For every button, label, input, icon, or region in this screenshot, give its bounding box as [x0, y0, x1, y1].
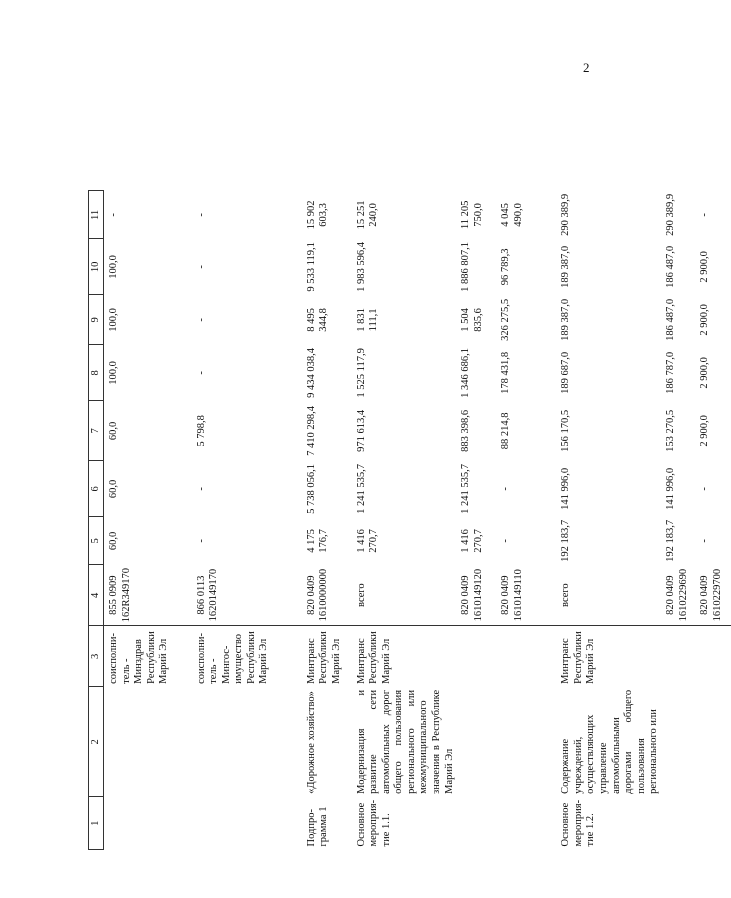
cell-status — [663, 797, 697, 850]
cell-value: - — [195, 318, 207, 322]
cell-value: 141 996,0 — [560, 467, 572, 510]
cell-value: - — [195, 265, 207, 269]
cell-value: - — [699, 539, 710, 543]
col-header: 7 — [89, 401, 104, 461]
cell-status — [458, 797, 498, 850]
cell-name: Модернизация и развитие сети автомобильных дорог общего пользования регионального или межмуниципального значения в Республике Марий Эл — [355, 689, 455, 794]
cell-value: - — [195, 539, 207, 543]
cell-value: 100,0 — [108, 255, 119, 279]
cell-value: 156 170,5 — [560, 409, 572, 452]
col-header: 2 — [89, 687, 104, 797]
cell-value: 1 241 535,7 — [460, 463, 472, 514]
cell-value: 100,0 — [108, 361, 119, 385]
cell-value: 2 900,0 — [699, 357, 710, 389]
table-row — [558, 191, 663, 850]
cell-value: 153 270,5 — [665, 409, 676, 452]
cell-value: 326 275,5 — [500, 298, 512, 341]
cell-executor — [458, 626, 498, 687]
cell-value: 971 613,4 — [355, 409, 367, 452]
table-row — [194, 191, 304, 850]
col-header: 6 — [89, 461, 104, 517]
cell-status — [104, 797, 194, 850]
cell-status: Основное мероприя- тие 1.1. — [355, 799, 392, 847]
cell-value: 1 416 270,7 — [355, 529, 380, 553]
cell-status — [498, 797, 558, 850]
page-number: 2 — [583, 60, 590, 75]
cell-value: 1 831 111,1 — [355, 308, 380, 332]
cell-value: - — [195, 213, 207, 217]
cell-value: - — [195, 371, 207, 375]
cell-value: 1 241 535,7 — [355, 463, 367, 514]
cell-value: 883 398,6 — [460, 409, 472, 452]
cell-value: 2 900,0 — [699, 251, 710, 283]
cell-code: 866 0113 1620149170 — [194, 565, 304, 626]
cell-value: 290 389,9 — [560, 193, 572, 236]
cell-value: - — [108, 213, 119, 217]
cell-value: 1 886 807,1 — [460, 241, 472, 292]
cell-value: - — [500, 539, 512, 543]
cell-value: 189 387,0 — [560, 245, 572, 288]
cell-value: 60,0 — [108, 421, 119, 441]
cell-value: 5 798,8 — [195, 415, 207, 447]
cell-value: 15 251 240,0 — [355, 200, 380, 230]
cell-value: 15 902 603,3 — [305, 200, 330, 230]
cell-value: 8 495 344,8 — [305, 308, 330, 332]
cell-value: 2 900,0 — [699, 415, 710, 447]
cell-value: 178 431,8 — [500, 351, 512, 394]
table-row — [104, 191, 194, 850]
cell-value: 1 416 270,7 — [460, 529, 484, 553]
cell-status — [697, 797, 731, 850]
cell-value: 4 175 176,7 — [305, 529, 330, 553]
cell-value: - — [195, 487, 207, 491]
cell-executor — [697, 626, 731, 687]
cell-code: всего — [558, 565, 663, 626]
cell-value: 5 738 056,1 — [305, 463, 317, 514]
cell-executor — [663, 626, 697, 687]
col-header: 9 — [89, 295, 104, 345]
cell-code: 820 0409 1610149120 — [458, 565, 498, 626]
cell-code: 820 0409 1610229690 — [663, 565, 697, 626]
cell-value: 60,0 — [108, 531, 119, 551]
cell-value: 192 183,7 — [665, 519, 676, 562]
cell-value: 60,0 — [108, 479, 119, 499]
table-row — [354, 191, 459, 850]
cell-value: 88 214,8 — [500, 412, 512, 450]
header-row — [89, 191, 104, 850]
table-row — [304, 191, 354, 850]
cell-executor: Минтранс Республики Марий Эл — [305, 631, 342, 684]
cell-name — [663, 687, 697, 797]
cell-value: 192 183,7 — [560, 519, 572, 562]
cell-value: 7 410 298,4 — [305, 405, 317, 456]
cell-name — [104, 687, 194, 797]
col-header: 4 — [89, 565, 104, 626]
cell-value: 141 996,0 — [665, 467, 676, 510]
table-row — [458, 191, 498, 850]
cell-value: 9 533 119,1 — [305, 242, 317, 292]
cell-name: Содержание учреждений, осуществляющих управление автомобильными дорогами общего пользования регионального или — [560, 689, 660, 794]
cell-value: 11 205 750,0 — [460, 200, 484, 230]
cell-value: 1 346 686,1 — [460, 347, 472, 398]
cell-executor: соисполни- тель - Минздрав Республики Марий Эл — [108, 631, 170, 684]
cell-code: всего — [354, 565, 459, 626]
cell-value: 189 687,0 — [560, 351, 572, 394]
cell-executor: соисполни- тель - Мингос- имущество Республики Марий Эл — [195, 631, 270, 684]
cell-name — [498, 687, 558, 797]
cell-code: 820 0409 1610000000 — [304, 565, 354, 626]
cell-value: 9 434 038,4 — [305, 347, 317, 398]
cell-executor: Минтранс Республики Марий Эл — [355, 631, 392, 684]
table-row — [697, 191, 731, 850]
cell-code: 820 0409 1610149110 — [498, 565, 558, 626]
cell-name — [697, 687, 731, 797]
cell-code: 855 0909 162R349170 — [104, 565, 194, 626]
table-row — [663, 191, 697, 850]
cell-value: 100,0 — [108, 308, 119, 332]
col-header: 5 — [89, 517, 104, 565]
cell-value: 186 487,0 — [665, 298, 676, 341]
cell-value: - — [699, 487, 710, 491]
col-header: 10 — [89, 239, 104, 295]
budget-table — [88, 190, 731, 850]
col-header: 8 — [89, 345, 104, 401]
cell-value: 1 983 596,4 — [355, 241, 367, 292]
cell-name: «Дорожное хозяйство» — [305, 691, 317, 794]
cell-value: - — [699, 213, 710, 217]
col-header: 3 — [89, 626, 104, 687]
cell-status — [194, 797, 304, 850]
cell-value: 186 487,0 — [665, 245, 676, 288]
cell-value: 4 045 490,0 — [500, 203, 524, 227]
cell-name — [194, 687, 304, 797]
cell-executor — [498, 626, 558, 687]
cell-executor: Минтранс Республики Марий Эл — [560, 631, 597, 684]
cell-value: 186 787,0 — [665, 351, 676, 394]
cell-value: 1 504 835,6 — [460, 308, 484, 332]
col-header: 1 — [89, 797, 104, 850]
cell-status: Основное мероприя- тие 1.2. — [560, 799, 597, 847]
cell-code: 820 0409 1610229700 — [697, 565, 731, 626]
cell-status: Подпро- грамма 1 — [305, 806, 330, 847]
cell-value: 189 387,0 — [560, 298, 572, 341]
cell-name — [458, 687, 498, 797]
cell-value: 1 525 117,9 — [355, 348, 367, 398]
cell-value: 2 900,0 — [699, 304, 710, 336]
cell-value: 96 789,3 — [500, 248, 512, 286]
col-header: 11 — [89, 191, 104, 239]
cell-value: 290 389,9 — [665, 193, 676, 236]
cell-value: - — [500, 487, 512, 491]
table-row — [498, 191, 558, 850]
